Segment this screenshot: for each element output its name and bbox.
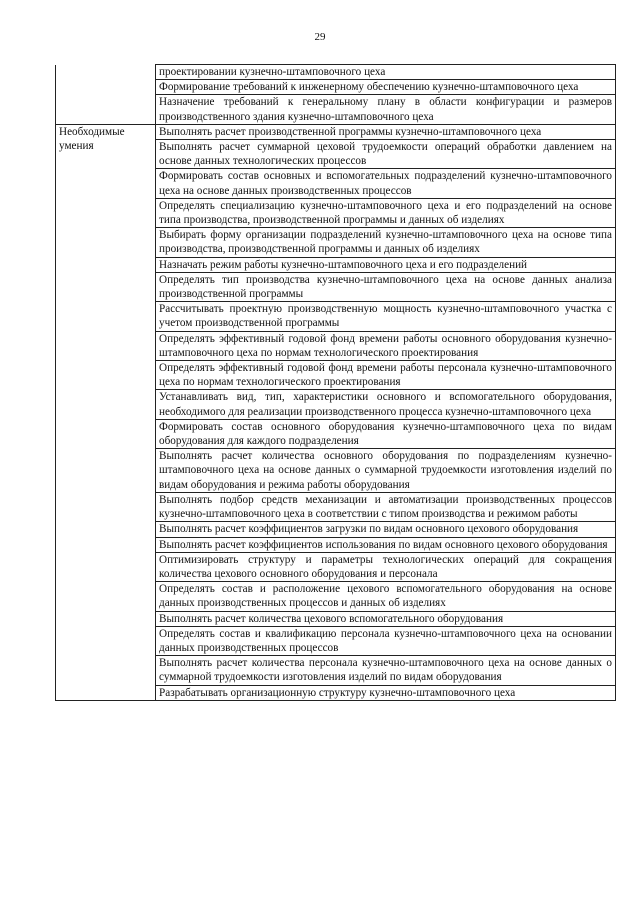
page-number: 29 — [314, 31, 326, 43]
requirement-cell: Выполнять расчет производственной программы кузнечно-штамповочного цеха — [156, 124, 616, 139]
requirement-cell: Выполнять расчет количества цехового вспомогательного оборудования — [156, 611, 616, 626]
requirement-cell: Формировать состав основных и вспомогательных подразделений кузнечно-штамповочного цеха на основе данных производственных процессов — [156, 169, 616, 198]
requirement-cell: Назначение требований к генеральному плану в области конфигурации и размеров производственного здания кузнечно-штамповочного цеха — [156, 95, 616, 124]
requirement-cell: Рассчитывать проектную производственную мощность кузнечно-штамповочного участка с учетом производственной программы — [156, 302, 616, 331]
requirement-cell: Оптимизировать структуру и параметры технологических операций для сокращения количества цехового основного оборудования и персонала — [156, 552, 616, 581]
section-label — [56, 65, 156, 125]
requirement-cell: Определять эффективный годовой фонд времени работы персонала кузнечно-штамповочного цеха по нормам технологического проектирования — [156, 361, 616, 390]
requirement-cell: Выбирать форму организации подразделений кузнечно-штамповочного цеха на основе типа производства, производственной программы и данных об изделиях — [156, 228, 616, 257]
requirement-cell: Устанавливать вид, тип, характеристики основного и вспомогательного оборудования, необходимого для реализации производственного процесса кузнечно-штамповочного цеха — [156, 390, 616, 419]
requirement-cell: Определять тип производства кузнечно-штамповочного цеха на основе данных анализа производственной программы — [156, 272, 616, 301]
requirement-cell: Формирование требований к инженерному обеспечению кузнечно-штамповочного цеха — [156, 80, 616, 95]
requirement-cell: Выполнять расчет количества персонала кузнечно-штамповочного цеха на основе данных о суммарной трудоемкости изготовления изделий по видам оборудования — [156, 656, 616, 685]
requirement-cell: Назначать режим работы кузнечно-штамповочного цеха и его подразделений — [156, 257, 616, 272]
requirement-cell: проектировании кузнечно-штамповочного цеха — [156, 65, 616, 80]
table-row — [56, 65, 616, 80]
requirement-cell: Определять состав и квалификацию персонала кузнечно-штамповочного цеха на основании данных производственных процессов — [156, 626, 616, 655]
requirement-cell: Выполнять подбор средств механизации и автоматизации производственных процессов кузнечно-штамповочного цеха в соответствии с типом производства и режимом работы — [156, 492, 616, 521]
requirement-cell: Выполнять расчет суммарной цеховой трудоемкости операций обработки давлением на основе данных технологических процессов — [156, 140, 616, 169]
table-row — [56, 124, 616, 139]
requirement-cell: Определять состав и расположение цехового вспомогательного оборудования на основе данных производственных процессов и данных об изделиях — [156, 582, 616, 611]
requirements-table — [55, 64, 616, 701]
requirement-cell: Определять эффективный годовой фонд времени работы основного оборудования кузнечно-штамповочного цеха по нормам технологического проектирования — [156, 331, 616, 360]
requirement-cell: Выполнять расчет коэффициентов использования по видам основного цехового оборудования — [156, 537, 616, 552]
requirement-cell: Разрабатывать организационную структуру кузнечно-штамповочного цеха — [156, 685, 616, 700]
requirement-cell: Выполнять расчет количества основного оборудования по подразделениям кузнечно-штамповочного цеха на основе данных о суммарной трудоемкости изготовления изделий по видам оборудования и режима работы оборудования — [156, 449, 616, 493]
requirement-cell: Определять специализацию кузнечно-штамповочного цеха и его подразделений на основе типа производства, производственной программы и данных об изделиях — [156, 198, 616, 227]
requirement-cell: Выполнять расчет коэффициентов загрузки по видам основного цехового оборудования — [156, 522, 616, 537]
requirement-cell: Формировать состав основного оборудования кузнечно-штамповочного цеха по видам оборудования для каждого подразделения — [156, 419, 616, 448]
section-label: Необходимые умения — [56, 124, 156, 700]
